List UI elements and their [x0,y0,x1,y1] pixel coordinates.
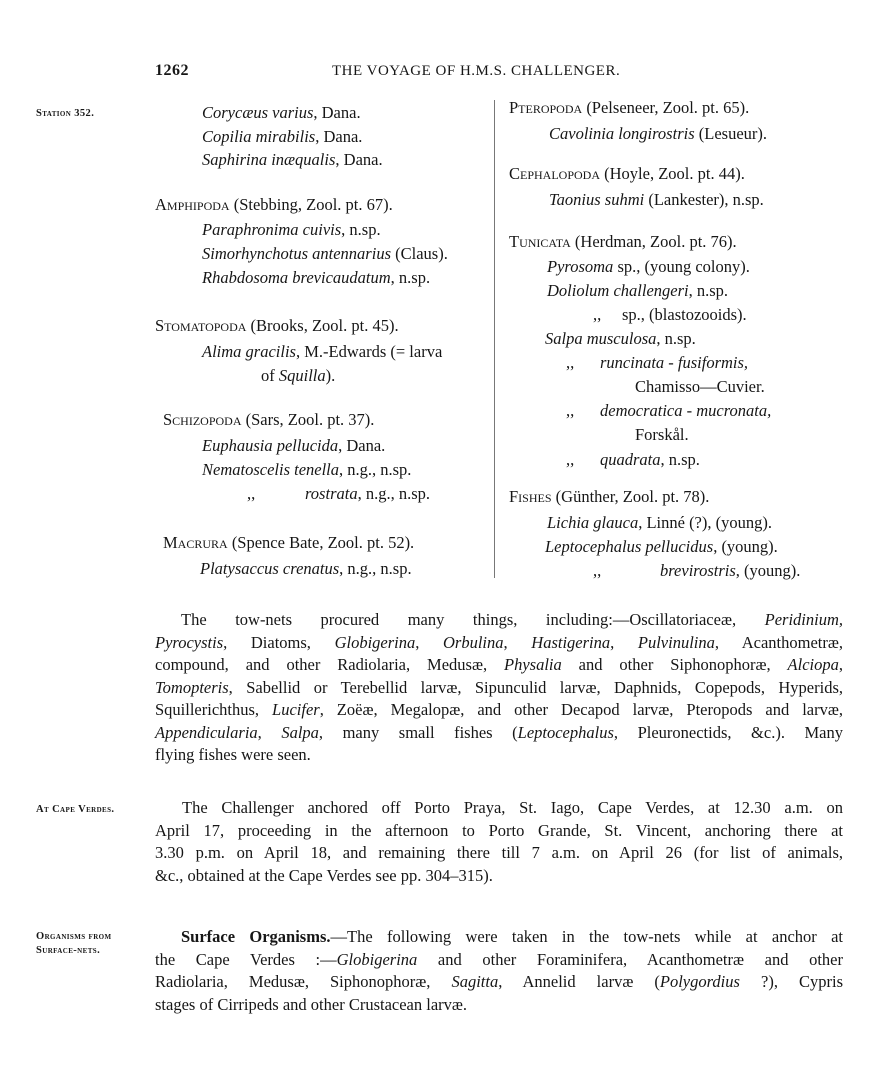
cape-verdes-paragraph: The Challenger anchored off Porto Praya, St. Iago, Cape Verdes, at 12.30 a.m. on April 17, proceeding in the afternoon to Porto Grande, St. Vincent, anchoring there at 3.30 p.m. on April 18, and remaining there till 7 a.m. on April 26 (for list of animals, &c., obtained at the Cape Verdes see pp. 304–315). [155,798,843,885]
group-heading-amphipoda: Amphipoda (Stebbing, Zool. pt. 67). [155,195,393,214]
species-line: sp., (blastozooids). [622,305,747,324]
species-line: Taonius suhmi (Lankester), n.sp. [549,190,764,209]
species-line: Rhabdosoma brevicaudatum, n.sp. [202,268,431,287]
species-line: rostrata, n.g., n.sp. [305,484,430,503]
species-line: Doliolum challengeri, n.sp. [547,281,729,300]
species-authority: Forskål. [635,425,689,444]
group-heading-schizopoda: Schizopoda (Sars, Zool. pt. 37). [163,410,375,429]
species-line: Copilia mirabilis, Dana. [202,127,363,146]
species-line: runcinata - fusiformis, [600,353,749,372]
species-line: Euphausia pellucida, Dana. [202,436,386,455]
running-title: THE VOYAGE OF H.M.S. CHALLENGER. [332,63,621,79]
species-line: brevirostris, (young). [660,561,801,580]
column-divider [494,100,495,578]
ditto-mark: ,, [566,353,575,372]
species-line: democratica - mucronata, [600,401,772,420]
ditto-mark: ,, [247,484,256,503]
group-heading-tunicata: Tunicata (Herdman, Zool. pt. 76). [509,232,737,251]
species-line: quadrata, n.sp. [600,450,700,469]
species-line: Paraphronima cuivis, n.sp. [202,220,381,239]
ditto-mark: ,, [566,401,575,420]
species-line: Platysaccus crenatus, n.g., n.sp. [200,559,412,578]
organisms-label-line-1: Organisms from [36,931,112,942]
species-line: Simorhynchotus antennarius (Claus). [202,244,448,263]
species-line: Salpa musculosa, n.sp. [545,329,696,348]
group-heading-stomatopoda: Stomatopoda (Brooks, Zool. pt. 45). [155,316,399,335]
station-label: Station 352. [36,108,95,119]
species-line: Corycæus varius, Dana. [202,103,361,122]
species-line: Alima gracilis, M.-Edwards (= larva [202,342,443,361]
group-heading-fishes: Fishes (Günther, Zool. pt. 78). [509,487,710,506]
surface-organisms-heading: Surface Organisms. [181,927,331,946]
page-number: 1262 [155,62,189,79]
ditto-mark: ,, [593,561,602,580]
group-heading-cephalopoda: Cephalopoda (Hoyle, Zool. pt. 44). [509,164,745,183]
tow-nets-paragraph: The tow-nets procured many things, including:—Oscillatoriaceæ, Peridinium, Pyrocystis, Diatoms, Globigerina, Orbulina, Hastigerina, Pulvinulina, Acanthometræ, compound, and other Radiolaria, Medusæ, Physalia and other Siphonophoræ, Alciopa, Tomopteris, Sabellid or Terebellid larvæ, Sipunculid larvæ, Daphnids, Copepods, Hyperids, Squillerichthus, Lucifer, Zoëæ, Megalopæ, and other Decapod larvæ, Pteropods and larvæ, Appendicularia, Salpa, many small fishes (Leptocephalus, Pleuronectids, &c.). Many flying fishes were seen. [155,610,844,764]
surface-organisms-paragraph: Surface Organisms.—The following were taken in the tow-nets while at anchor at the Cape Verdes :—Globigerina and other Foraminifera, Acanthometræ and other Radiolaria, Medusæ, Siphonophoræ, Sagitta, Annelid larvæ (Polygordius ?), Cypris stages of Cirripeds and other Crustacean larvæ. [155,927,844,1014]
species-line: Pyrosoma sp., (young colony). [547,257,750,276]
organisms-label-line-2: Surface-nets. [36,945,101,956]
group-heading-pteropoda: Pteropoda (Pelseneer, Zool. pt. 65). [509,98,750,117]
ditto-mark: ,, [593,305,602,324]
cape-verdes-label: At Cape Verdes. [36,804,115,815]
species-continuation: of Squilla). [261,366,336,385]
group-heading-macrura: Macrura (Spence Bate, Zool. pt. 52). [163,533,415,552]
ditto-mark: ,, [566,450,575,469]
species-line: Nematoscelis tenella, n.g., n.sp. [202,460,412,479]
species-line: Cavolinia longirostris (Lesueur). [549,124,768,143]
species-line: Saphirina inæqualis, Dana. [202,150,383,169]
species-line: Lichia glauca, Linné (?), (young). [547,513,772,532]
species-authority: Chamisso—Cuvier. [635,377,765,396]
species-line: Leptocephalus pellucidus, (young). [545,537,778,556]
